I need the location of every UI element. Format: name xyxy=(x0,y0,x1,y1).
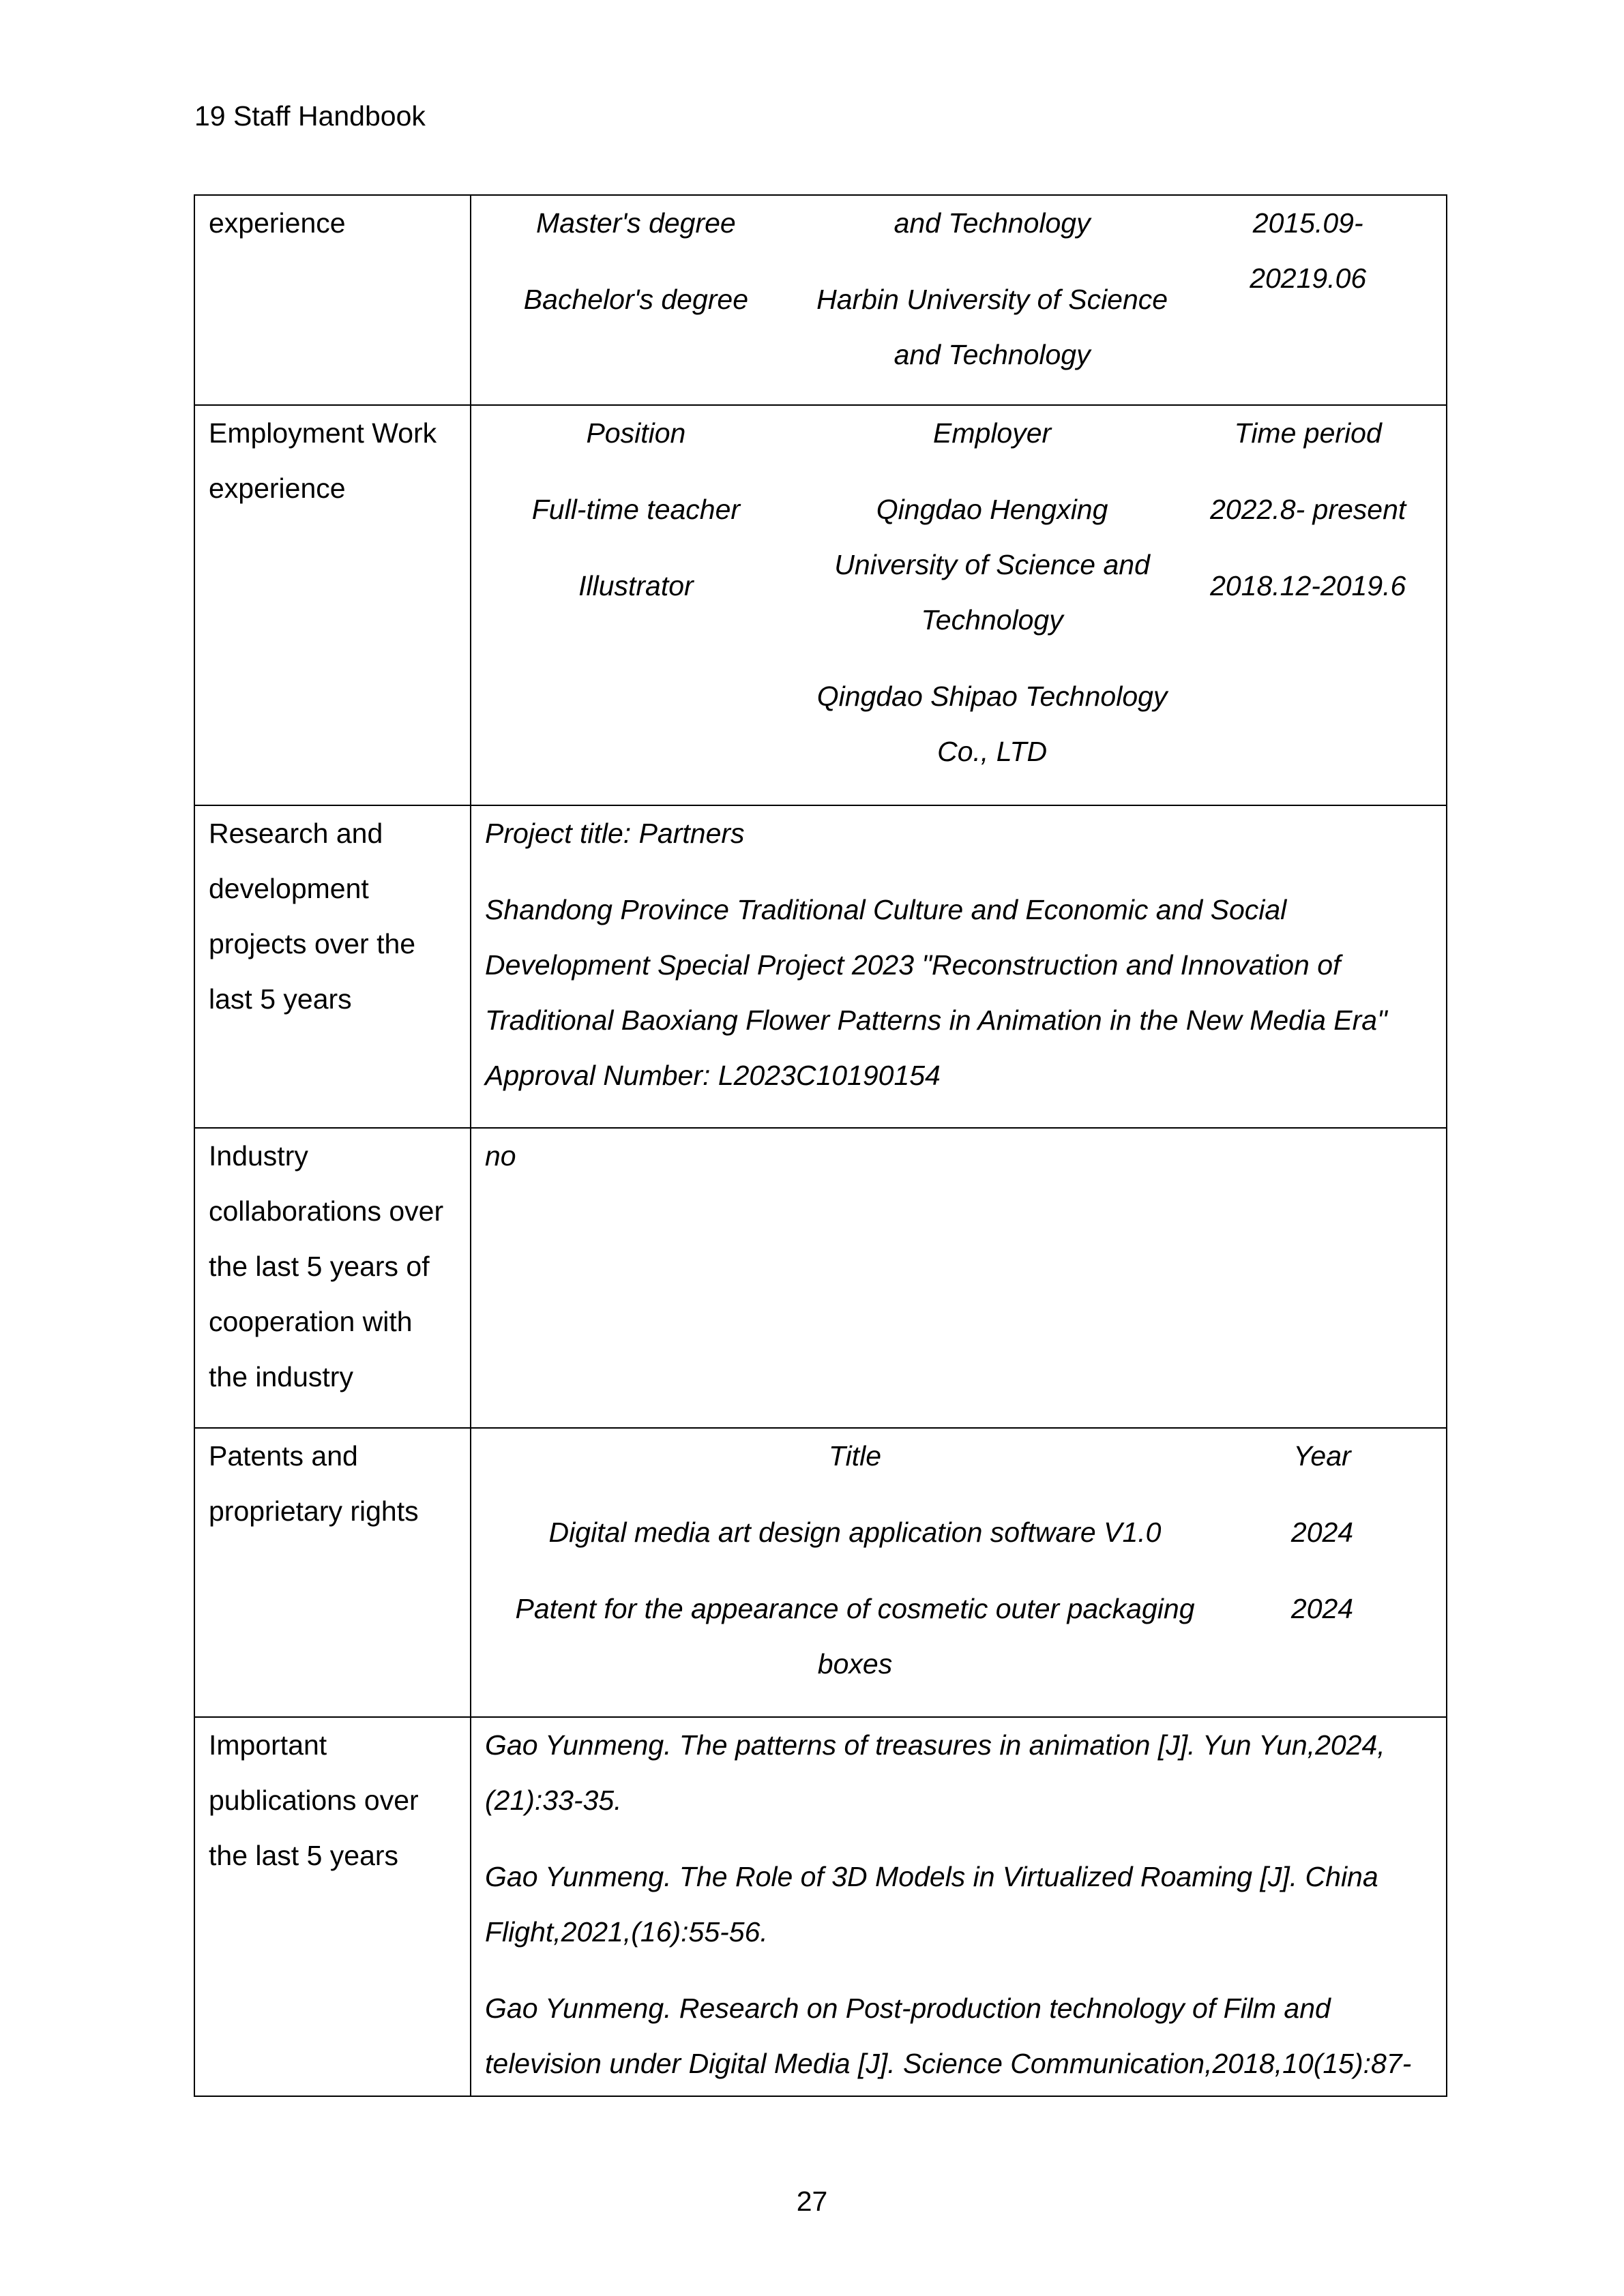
employer-2-line1: Qingdao Shipao Technology xyxy=(816,681,1168,712)
period-1: 2022.8- present xyxy=(1210,494,1406,525)
research-content xyxy=(471,805,1447,1128)
page-number: 27 xyxy=(796,2186,828,2217)
patent-title-2-line2: boxes xyxy=(817,1648,893,1680)
publication-3: Gao Yunmeng. Research on Post-production technology of Film and television under Digital Media [J]. Science Communication,2018,10(15):87- xyxy=(485,1993,1412,2079)
industry-label: Industry collaborations over the last 5 years of cooperation with the industry xyxy=(194,1128,471,1428)
position-header: Position xyxy=(586,417,686,449)
employer-1-line1: Qingdao Hengxing xyxy=(876,494,1108,525)
patent-year-1: 2024 xyxy=(1290,1517,1354,1548)
education-label: experience xyxy=(194,195,471,405)
publications-row xyxy=(194,1717,1447,2096)
period-2: 2018.12-2019.6 xyxy=(1210,570,1406,601)
employment-row xyxy=(194,405,1447,805)
research-label: Research and development projects over the last 5 years xyxy=(194,805,471,1128)
research-row xyxy=(194,805,1447,1128)
research-project-title: Project title: Partners xyxy=(485,818,745,849)
patents-label: Patents and proprietary rights xyxy=(194,1428,471,1717)
employer-2-line2: Co., LTD xyxy=(937,736,1048,767)
employment-label: Employment Work experience xyxy=(194,405,471,805)
industry-row xyxy=(194,1128,1447,1428)
degree-bachelors: Bachelor's degree xyxy=(523,284,748,315)
employment-content xyxy=(471,405,1447,805)
patent-year-2: 2024 xyxy=(1290,1593,1354,1624)
study-period-line2: 20219.06 xyxy=(1250,263,1367,294)
research-project-description: Shandong Province Traditional Culture and Economic and Social Development Special Project 2023 "Reconstruction and Innovation of Traditional Baoxiang Flower Patterns in Animation in the New Media Era" Approval Number: L2023C10190154 xyxy=(485,894,1387,1091)
employer-header: Employer xyxy=(933,417,1052,449)
degree-masters: Master's degree xyxy=(536,207,736,239)
patents-row xyxy=(194,1428,1447,1717)
running-header: 19 Staff Handbook xyxy=(194,100,426,132)
publications-content xyxy=(471,1717,1447,2096)
institution-1: and Technology xyxy=(894,207,1091,239)
institution-2-line2: and Technology xyxy=(894,339,1091,370)
industry-value: no xyxy=(471,1128,1447,1428)
patents-content xyxy=(471,1428,1447,1717)
patent-title-2-line1: Patent for the appearance of cosmetic outer packaging xyxy=(515,1593,1195,1624)
position-2: Illustrator xyxy=(578,570,694,601)
patent-title-header: Title xyxy=(828,1440,882,1472)
staff-profile-table xyxy=(194,194,1447,2097)
position-1: Full-time teacher xyxy=(531,494,741,525)
publications-label: Important publications over the last 5 years xyxy=(194,1717,471,2096)
institution-2-line1: Harbin University of Science xyxy=(816,284,1168,315)
publication-2: Gao Yunmeng. The Role of 3D Models in Virtualized Roaming [J]. China Flight,2021,(16):55-56. xyxy=(485,1861,1378,1948)
patent-title-1: Digital media art design application software V1.0 xyxy=(548,1517,1162,1548)
period-header: Time period xyxy=(1234,417,1382,449)
employer-1-line2: University of Science and xyxy=(834,549,1150,580)
study-period-line1: 2015.09- xyxy=(1252,207,1363,239)
employer-1-line3: Technology xyxy=(921,604,1063,636)
patent-year-header: Year xyxy=(1293,1440,1351,1472)
publication-1: Gao Yunmeng. The patterns of treasures in animation [J]. Yun Yun,2024,(21):33-35. xyxy=(485,1729,1385,1816)
education-content xyxy=(471,195,1447,405)
education-row xyxy=(194,195,1447,405)
